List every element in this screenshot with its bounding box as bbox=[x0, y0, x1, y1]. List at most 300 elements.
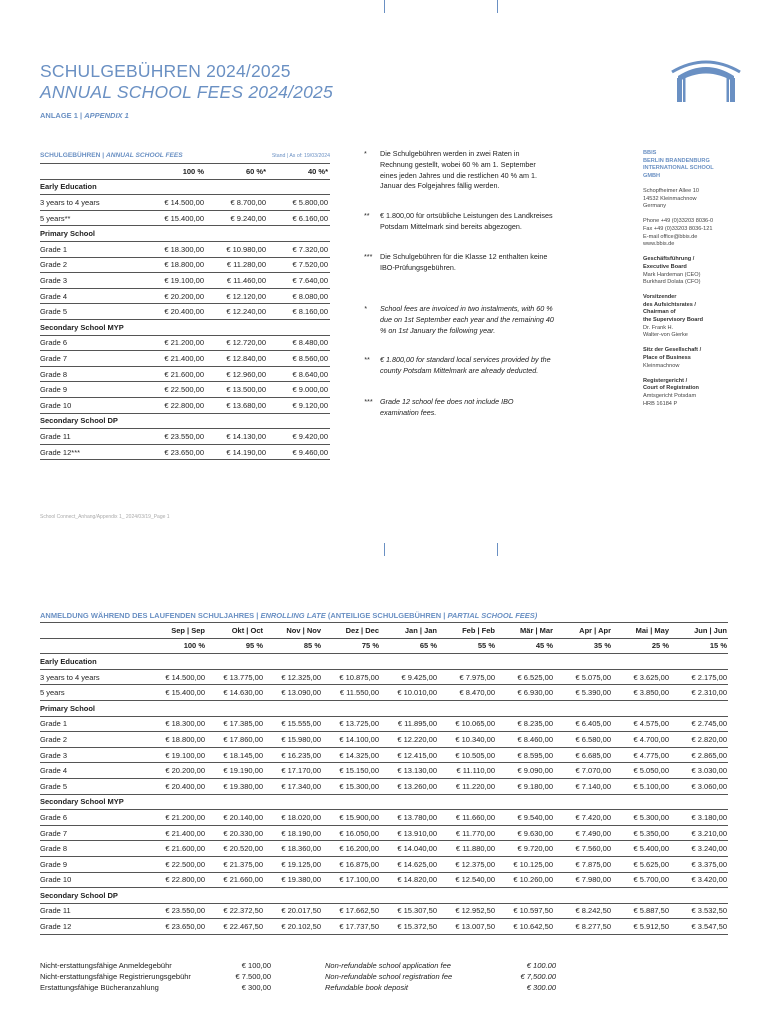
row-label: Grade 9 bbox=[40, 382, 148, 398]
fee-value: € 16.050,00 bbox=[322, 825, 380, 841]
executive-board-line: Burkhard Dolata (CFO) bbox=[643, 279, 701, 286]
fee-value: € 18.020,00 bbox=[264, 810, 322, 826]
fee-value: € 20.200,00 bbox=[148, 763, 206, 779]
fold-mark bbox=[384, 543, 385, 556]
table-row bbox=[40, 382, 330, 398]
fee-line bbox=[40, 971, 271, 982]
row-label: Grade 12*** bbox=[40, 444, 148, 460]
group-label: Secondary School MYP bbox=[40, 320, 330, 336]
fee-value: € 6.930,00 bbox=[496, 685, 554, 701]
fee-value: € 7.420,00 bbox=[554, 810, 612, 826]
supervisory-board-title: Chairman of bbox=[643, 309, 676, 316]
row-label: 5 years bbox=[40, 685, 148, 701]
footnote-text: € 1.800,00 for standard local services provided by the county Potsdam Mittelmark are already deducted. bbox=[380, 355, 551, 375]
address-line: Schopfheimer Allee 10 bbox=[643, 187, 699, 194]
fee-value: € 21.600,00 bbox=[148, 366, 206, 382]
row-label: Grade 9 bbox=[40, 856, 148, 872]
fee-value: € 15.900,00 bbox=[322, 810, 380, 826]
fee-value: € 8.470,00 bbox=[438, 685, 496, 701]
fee-value: € 10.010,00 bbox=[380, 685, 438, 701]
fee-value: € 6.525,00 bbox=[496, 669, 554, 685]
fee-line-label: Non-refundable school application fee bbox=[325, 961, 451, 970]
table-row bbox=[40, 242, 330, 258]
fee-value: € 20.017,50 bbox=[264, 903, 322, 919]
fee-value: € 5.800,00 bbox=[268, 195, 330, 211]
fee-line bbox=[325, 971, 556, 982]
fee-value: € 19.190,00 bbox=[206, 763, 264, 779]
fee-value: € 8.480,00 bbox=[268, 335, 330, 351]
fee-value: € 7.640,00 bbox=[268, 273, 330, 289]
row-label: Grade 10 bbox=[40, 872, 148, 888]
fee-value: € 15.372,50 bbox=[380, 919, 438, 935]
fee-value: € 18.800,00 bbox=[148, 732, 206, 748]
fee-value: € 19.100,00 bbox=[148, 747, 206, 763]
table-row bbox=[40, 257, 330, 273]
fee-value: € 3.060,00 bbox=[670, 778, 728, 794]
fee-value: € 19.125,00 bbox=[264, 856, 322, 872]
row-label: Grade 1 bbox=[40, 242, 148, 258]
fee-value: € 15.150,00 bbox=[322, 763, 380, 779]
court-of-registration-line: Amtsgericht Potsdam bbox=[643, 393, 697, 399]
fee-value: € 5.912,50 bbox=[612, 919, 670, 935]
table-row bbox=[40, 872, 728, 888]
court-of-registration-title: Court of Registration bbox=[643, 385, 699, 392]
contact-line: Phone +49 (0)33203 8036-0 bbox=[643, 218, 714, 225]
table-row bbox=[40, 210, 330, 226]
fee-value: € 17.737,50 bbox=[322, 919, 380, 935]
fee-value: € 23.550,00 bbox=[148, 429, 206, 445]
row-label: Grade 6 bbox=[40, 335, 148, 351]
place-of-business-title: Sitz der Gesellschaft / bbox=[643, 347, 702, 354]
fee-value: € 5.700,00 bbox=[612, 872, 670, 888]
fee-value: € 16.875,00 bbox=[322, 856, 380, 872]
fee-value: € 19.100,00 bbox=[148, 273, 206, 289]
fee-value: € 14.100,00 bbox=[322, 732, 380, 748]
fee-value: € 22.372,50 bbox=[206, 903, 264, 919]
fee-value: € 13.680,00 bbox=[206, 398, 268, 414]
footnote bbox=[364, 149, 554, 192]
month-header: Jun | Jun bbox=[670, 623, 728, 639]
executive-board-title: Geschäftsführung / bbox=[643, 256, 695, 263]
row-label: Grade 2 bbox=[40, 732, 148, 748]
row-label: Grade 6 bbox=[40, 810, 148, 826]
group-row bbox=[40, 888, 728, 904]
fee-value: € 3.375,00 bbox=[670, 856, 728, 872]
fee-value: € 20.520,00 bbox=[206, 841, 264, 857]
fee-value: € 21.200,00 bbox=[148, 810, 206, 826]
fee-value: € 10.597,50 bbox=[496, 903, 554, 919]
fee-value: € 12.325,00 bbox=[264, 669, 322, 685]
month-header: Jan | Jan bbox=[380, 623, 438, 639]
fees-table-header bbox=[40, 148, 330, 164]
fee-line-label: Nicht-erstattungsfähige Anmeldegebühr bbox=[40, 961, 172, 970]
fee-value: € 9.720,00 bbox=[496, 841, 554, 857]
fee-value: € 22.800,00 bbox=[148, 872, 206, 888]
fee-value: € 12.952,50 bbox=[438, 903, 496, 919]
fee-value: € 16.235,00 bbox=[264, 747, 322, 763]
empty-cell bbox=[40, 164, 148, 180]
fee-value: € 11.895,00 bbox=[380, 716, 438, 732]
fee-line-value: € 300.00 bbox=[526, 983, 556, 992]
table-row bbox=[40, 856, 728, 872]
fee-value: € 13.007,50 bbox=[438, 919, 496, 935]
fee-line-value: € 100.00 bbox=[526, 961, 556, 970]
fee-value: € 6.160,00 bbox=[268, 210, 330, 226]
contact bbox=[643, 218, 753, 248]
fee-value: € 8.277,50 bbox=[554, 919, 612, 935]
fee-value: € 8.595,00 bbox=[496, 747, 554, 763]
supervisory-board-title: des Aufsichtsrates / bbox=[643, 301, 696, 308]
fee-value: € 15.980,00 bbox=[264, 732, 322, 748]
supervisory-board-line: Dr. Frank H. bbox=[643, 324, 674, 331]
late-enrollment-table bbox=[40, 622, 728, 935]
fee-value: € 14.500,00 bbox=[148, 669, 206, 685]
fee-value: € 17.340,00 bbox=[264, 778, 322, 794]
title-de: SCHULGEBÜHREN 2024/2025 bbox=[40, 61, 291, 81]
fee-value: € 12.240,00 bbox=[206, 304, 268, 320]
fee-value: € 5.390,00 bbox=[554, 685, 612, 701]
fold-mark bbox=[497, 543, 498, 556]
percent-header: 15 % bbox=[670, 638, 728, 654]
fee-value: € 7.490,00 bbox=[554, 825, 612, 841]
supervisory-board-line: Walter-von Gierke bbox=[643, 332, 688, 339]
percent-header: 75 % bbox=[322, 638, 380, 654]
fee-value: € 7.875,00 bbox=[554, 856, 612, 872]
place-of-business bbox=[643, 347, 753, 370]
table-row bbox=[40, 273, 330, 289]
fee-value: € 14.630,00 bbox=[206, 685, 264, 701]
footnote-text: Die Schulgebühren werden in zwei Raten in Rechnung gestellt, wobei 60 % am 1. September eines jeden Jahres und die restlichen 40 % am 1. Januar des Folgejahres fällig werden. bbox=[380, 149, 538, 191]
stand-date: Stand | As of: 19/03/2024 bbox=[206, 148, 330, 164]
fee-value: € 12.120,00 bbox=[206, 288, 268, 304]
group-label: Secondary School DP bbox=[40, 888, 728, 904]
month-header: Mai | May bbox=[612, 623, 670, 639]
fee-value: € 13.260,00 bbox=[380, 778, 438, 794]
fee-value: € 14.190,00 bbox=[206, 444, 268, 460]
fee-value: € 5.300,00 bbox=[612, 810, 670, 826]
fee-value: € 22.500,00 bbox=[148, 856, 206, 872]
row-label: Grade 5 bbox=[40, 304, 148, 320]
org-name-line: GMBH bbox=[643, 172, 661, 179]
table-row bbox=[40, 716, 728, 732]
empty-cell bbox=[40, 623, 148, 639]
page-footer: School Connect_Anhang/Appendix 1_ 2024/03/19_Page 1 bbox=[40, 514, 170, 520]
fee-value: € 18.800,00 bbox=[148, 257, 206, 273]
footnote-mark: ** bbox=[364, 355, 370, 364]
fee-value: € 22.500,00 bbox=[148, 382, 206, 398]
group-row bbox=[40, 794, 728, 810]
fee-value: € 8.640,00 bbox=[268, 366, 330, 382]
month-header: Apr | Apr bbox=[554, 623, 612, 639]
fee-value: € 12.540,00 bbox=[438, 872, 496, 888]
fee-value: € 7.520,00 bbox=[268, 257, 330, 273]
group-row bbox=[40, 413, 330, 429]
row-label: 3 years to 4 years bbox=[40, 669, 148, 685]
table-row bbox=[40, 903, 728, 919]
fee-value: € 7.140,00 bbox=[554, 778, 612, 794]
table-row bbox=[40, 763, 728, 779]
fee-value: € 9.090,00 bbox=[496, 763, 554, 779]
fee-value: € 17.100,00 bbox=[322, 872, 380, 888]
fee-value: € 14.040,00 bbox=[380, 841, 438, 857]
fee-value: € 4.575,00 bbox=[612, 716, 670, 732]
fee-value: € 19.380,00 bbox=[206, 778, 264, 794]
fee-value: € 18.360,00 bbox=[264, 841, 322, 857]
fee-line-value: € 7,500.00 bbox=[520, 972, 556, 981]
fee-value: € 11.880,00 bbox=[438, 841, 496, 857]
supervisory-board bbox=[643, 294, 753, 340]
row-label: 3 years to 4 years bbox=[40, 195, 148, 211]
fee-value: € 17.170,00 bbox=[264, 763, 322, 779]
fee-value: € 17.860,00 bbox=[206, 732, 264, 748]
fee-value: € 3.240,00 bbox=[670, 841, 728, 857]
fee-value: € 8.235,00 bbox=[496, 716, 554, 732]
court-of-registration-line: HRB 16184 P bbox=[643, 400, 678, 407]
table-row bbox=[40, 335, 330, 351]
fee-value: € 6.405,00 bbox=[554, 716, 612, 732]
fee-value: € 18.300,00 bbox=[148, 242, 206, 258]
percent-header: 85 % bbox=[264, 638, 322, 654]
org-name-line: BERLIN BRANDENBURG bbox=[643, 157, 710, 164]
fee-value: € 13.500,00 bbox=[206, 382, 268, 398]
table-row bbox=[40, 841, 728, 857]
fee-value: € 10.980,00 bbox=[206, 242, 268, 258]
fee-value: € 13.780,00 bbox=[380, 810, 438, 826]
fee-value: € 2.745,00 bbox=[670, 716, 728, 732]
table-row bbox=[40, 685, 728, 701]
row-label: Grade 12 bbox=[40, 919, 148, 935]
fee-value: € 9.630,00 bbox=[496, 825, 554, 841]
fee-value: € 14.820,00 bbox=[380, 872, 438, 888]
appendix-label: ANLAGE 1 | APPENDIX 1 bbox=[40, 111, 129, 120]
fee-value: € 10.260,00 bbox=[496, 872, 554, 888]
address-line: Germany bbox=[643, 203, 667, 210]
fee-value: € 11.770,00 bbox=[438, 825, 496, 841]
group-row bbox=[40, 700, 728, 716]
executive-board bbox=[643, 256, 753, 286]
row-label: Grade 1 bbox=[40, 716, 148, 732]
fee-line-label: Non-refundable school registration fee bbox=[325, 972, 453, 981]
fee-value: € 20.140,00 bbox=[206, 810, 264, 826]
month-header: Okt | Oct bbox=[206, 623, 264, 639]
fee-value: € 12.375,00 bbox=[438, 856, 496, 872]
fee-value: € 23.650,00 bbox=[148, 444, 206, 460]
fee-value: € 11.110,00 bbox=[438, 763, 496, 779]
fee-value: € 6.685,00 bbox=[554, 747, 612, 763]
fee-value: € 2.310,00 bbox=[670, 685, 728, 701]
fees-heading-en: ANNUAL SCHOOL FEES bbox=[105, 152, 183, 160]
fee-value: € 8.560,00 bbox=[268, 351, 330, 367]
month-header: Feb | Feb bbox=[438, 623, 496, 639]
fee-value: € 12.840,00 bbox=[206, 351, 268, 367]
fee-value: € 21.400,00 bbox=[148, 351, 206, 367]
court-of-registration bbox=[643, 378, 753, 408]
fee-value: € 3.625,00 bbox=[612, 669, 670, 685]
row-label: Grade 3 bbox=[40, 747, 148, 763]
fee-value: € 21.400,00 bbox=[148, 825, 206, 841]
fee-value: € 4.775,00 bbox=[612, 747, 670, 763]
fee-value: € 22.467,50 bbox=[206, 919, 264, 935]
fee-value: € 4.700,00 bbox=[612, 732, 670, 748]
fee-value: € 2.865,00 bbox=[670, 747, 728, 763]
contact-line: www.bbis.de bbox=[643, 241, 675, 248]
address-line: 14532 Kleinmachnow bbox=[643, 195, 697, 202]
footnote-text: School fees are invoiced in two instalments, with 60 % due on 1st September each year and the remaining 40 % on 1st January the following year. bbox=[380, 304, 554, 335]
fee-value: € 9.540,00 bbox=[496, 810, 554, 826]
fee-value: € 9.420,00 bbox=[268, 429, 330, 445]
fee-value: € 14.130,00 bbox=[206, 429, 268, 445]
supervisory-board-title: Vorsitzender bbox=[643, 294, 677, 301]
fee-value: € 8.080,00 bbox=[268, 288, 330, 304]
fee-value: € 2.820,00 bbox=[670, 732, 728, 748]
month-header: Dez | Dec bbox=[322, 623, 380, 639]
fee-value: € 10.505,00 bbox=[438, 747, 496, 763]
row-label: Grade 7 bbox=[40, 351, 148, 367]
fee-value: € 6.580,00 bbox=[554, 732, 612, 748]
fee-value: € 2.175,00 bbox=[670, 669, 728, 685]
footnote-text: Die Schulgebühren für die Klasse 12 enthalten keine IBO-Prüfungsgebühren. bbox=[380, 252, 548, 272]
fee-value: € 11.220,00 bbox=[438, 778, 496, 794]
footnote-mark: *** bbox=[364, 397, 373, 406]
table-row bbox=[40, 747, 728, 763]
percent-header: 35 % bbox=[554, 638, 612, 654]
fee-line bbox=[40, 960, 271, 971]
percent-header: 100 % bbox=[148, 638, 206, 654]
group-row bbox=[40, 226, 330, 242]
table-row bbox=[40, 398, 330, 414]
footnote bbox=[364, 397, 554, 419]
fee-value: € 3.532,50 bbox=[670, 903, 728, 919]
group-label: Primary School bbox=[40, 700, 728, 716]
fee-value: € 13.725,00 bbox=[322, 716, 380, 732]
fee-value: € 10.642,50 bbox=[496, 919, 554, 935]
fee-value: € 14.500,00 bbox=[148, 195, 206, 211]
row-label: Grade 11 bbox=[40, 903, 148, 919]
fee-value: € 7.980,00 bbox=[554, 872, 612, 888]
fee-value: € 3.030,00 bbox=[670, 763, 728, 779]
fee-value: € 23.650,00 bbox=[148, 919, 206, 935]
fee-value: € 5.887,50 bbox=[612, 903, 670, 919]
group-row bbox=[40, 320, 330, 336]
fee-value: € 7.560,00 bbox=[554, 841, 612, 857]
fee-value: € 11.660,00 bbox=[438, 810, 496, 826]
fee-value: € 12.220,00 bbox=[380, 732, 438, 748]
row-label: Grade 4 bbox=[40, 763, 148, 779]
fees-heading-sep: | bbox=[100, 152, 106, 160]
fee-value: € 5.075,00 bbox=[554, 669, 612, 685]
supervisory-board-title: the Supervisory Board bbox=[643, 317, 703, 324]
group-row bbox=[40, 654, 728, 670]
fee-value: € 5.050,00 bbox=[612, 763, 670, 779]
fee-value: € 17.662,50 bbox=[322, 903, 380, 919]
group-row bbox=[40, 179, 330, 195]
group-label: Early Education bbox=[40, 179, 330, 195]
row-label: Grade 7 bbox=[40, 825, 148, 841]
fee-value: € 15.555,00 bbox=[264, 716, 322, 732]
fee-value: € 5.100,00 bbox=[612, 778, 670, 794]
fee-value: € 18.145,00 bbox=[206, 747, 264, 763]
fee-value: € 11.460,00 bbox=[206, 273, 268, 289]
fee-value: € 20.400,00 bbox=[148, 304, 206, 320]
fee-value: € 3.850,00 bbox=[612, 685, 670, 701]
executive-board-title: Executive Board bbox=[643, 263, 687, 270]
fee-value: € 21.200,00 bbox=[148, 335, 206, 351]
fee-value: € 8.160,00 bbox=[268, 304, 330, 320]
fee-value: € 12.415,00 bbox=[380, 747, 438, 763]
fee-value: € 14.625,00 bbox=[380, 856, 438, 872]
fold-mark bbox=[384, 0, 385, 13]
fee-line bbox=[325, 982, 556, 993]
table-row bbox=[40, 195, 330, 211]
row-label: Grade 11 bbox=[40, 429, 148, 445]
fee-value: € 13.775,00 bbox=[206, 669, 264, 685]
table-row bbox=[40, 288, 330, 304]
fee-value: € 18.300,00 bbox=[148, 716, 206, 732]
school-contact-sidebar bbox=[643, 150, 753, 416]
fee-value: € 20.102,50 bbox=[264, 919, 322, 935]
row-label: Grade 8 bbox=[40, 841, 148, 857]
title-en: ANNUAL SCHOOL FEES 2024/2025 bbox=[40, 82, 333, 102]
table-row bbox=[40, 919, 728, 935]
fee-value: € 10.065,00 bbox=[438, 716, 496, 732]
fee-value: € 15.300,00 bbox=[322, 778, 380, 794]
extra-fees-en bbox=[325, 960, 556, 993]
fee-value: € 20.200,00 bbox=[148, 288, 206, 304]
percent-header: 65 % bbox=[380, 638, 438, 654]
fees-heading-de: SCHULGEBÜHREN bbox=[40, 152, 101, 160]
fee-value: € 5.625,00 bbox=[612, 856, 670, 872]
fee-value: € 3.210,00 bbox=[670, 825, 728, 841]
fee-line-label: Refundable book deposit bbox=[325, 983, 408, 992]
fee-value: € 7.975,00 bbox=[438, 669, 496, 685]
fee-line bbox=[325, 960, 556, 971]
group-label: Early Education bbox=[40, 654, 728, 670]
fee-value: € 8.700,00 bbox=[206, 195, 268, 211]
fee-value: € 5.400,00 bbox=[612, 841, 670, 857]
row-label: Grade 5 bbox=[40, 778, 148, 794]
fee-value: € 11.550,00 bbox=[322, 685, 380, 701]
fee-value: € 8.460,00 bbox=[496, 732, 554, 748]
fee-value: € 18.190,00 bbox=[264, 825, 322, 841]
fee-value: € 10.875,00 bbox=[322, 669, 380, 685]
fee-value: € 9.120,00 bbox=[268, 398, 330, 414]
fee-value: € 22.800,00 bbox=[148, 398, 206, 414]
extra-fees-de bbox=[40, 960, 271, 993]
footnote-mark: * bbox=[364, 149, 367, 158]
late-enrollment-title: ANMELDUNG WÄHREND DES LAUFENDEN SCHULJAHRES | ENROLLING LATE (ANTEILIGE SCHULGEBÜHREN | PARTIAL SCHOOL FEES) bbox=[40, 611, 538, 620]
place-of-business-line: Kleinmachnow bbox=[643, 362, 680, 369]
fee-line-value: € 300,00 bbox=[241, 983, 271, 992]
org-name-line: INTERNATIONAL SCHOOL bbox=[643, 165, 714, 172]
group-label: Secondary School DP bbox=[40, 413, 330, 429]
fee-value: € 9.425,00 bbox=[380, 669, 438, 685]
fee-value: € 10.125,00 bbox=[496, 856, 554, 872]
fee-value: € 17.385,00 bbox=[206, 716, 264, 732]
fee-value: € 9.000,00 bbox=[268, 382, 330, 398]
fee-value: € 14.325,00 bbox=[322, 747, 380, 763]
fee-line bbox=[40, 982, 271, 993]
empty-cell bbox=[40, 638, 148, 654]
fee-line-label: Nicht-erstattungsfähige Registrierungsgebühr bbox=[40, 972, 191, 981]
row-label: Grade 3 bbox=[40, 273, 148, 289]
table-row bbox=[40, 351, 330, 367]
footnote bbox=[364, 355, 554, 377]
executive-board-line: Mark Hardeman (CEO) bbox=[643, 271, 701, 278]
fold-mark bbox=[497, 0, 498, 13]
place-of-business-title: Place of Business bbox=[643, 355, 691, 362]
fee-value: € 21.375,00 bbox=[206, 856, 264, 872]
row-label: Grade 10 bbox=[40, 398, 148, 414]
